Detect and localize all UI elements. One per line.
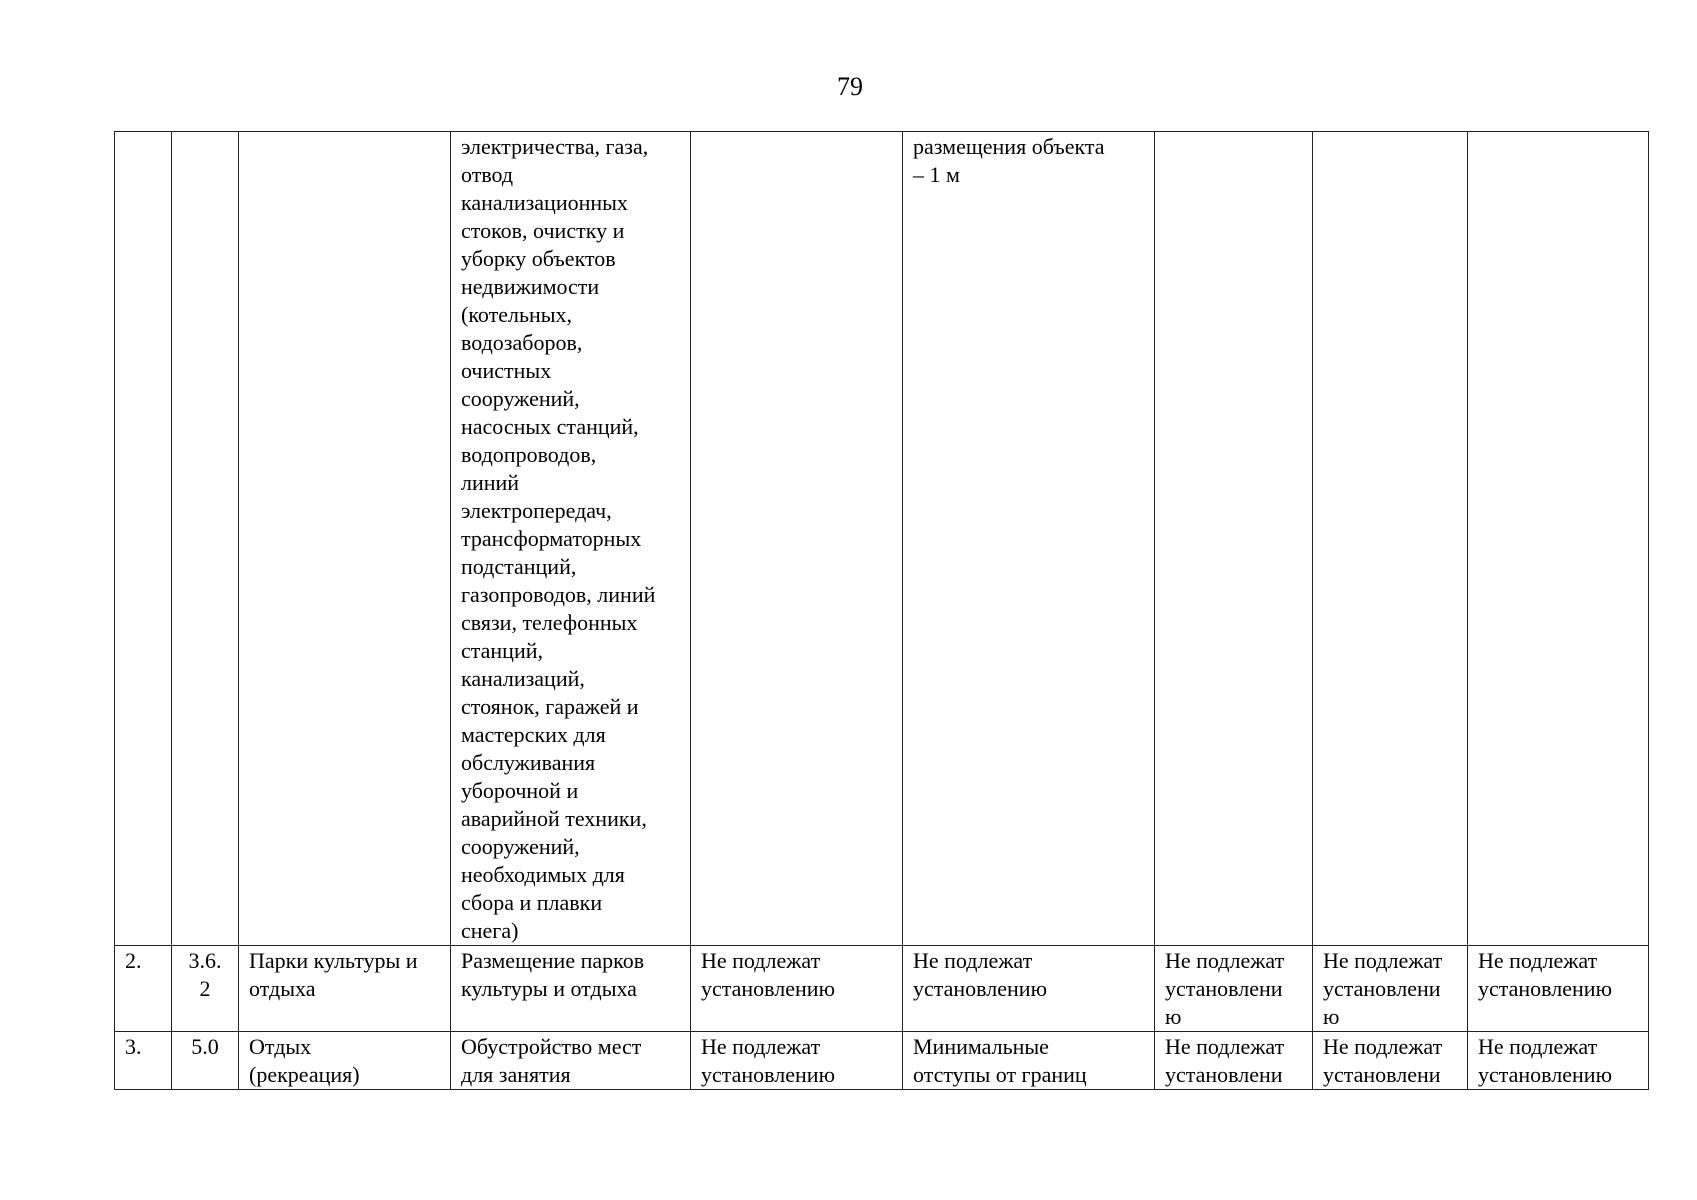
table-row	[115, 132, 1649, 946]
use-code-cell	[172, 132, 239, 946]
use-name-cell: Отдых (рекреация)	[239, 1032, 451, 1090]
table-cell-col5: Не подлежат установлению	[691, 946, 903, 1032]
table-cell-col8: Не подлежат установлени	[1313, 1032, 1468, 1090]
table-cell-col9: Не подлежат установлению	[1468, 946, 1649, 1032]
use-code-cell: 3.6. 2	[172, 946, 239, 1032]
page-number: 79	[837, 72, 863, 101]
table-cell-col9	[1468, 132, 1649, 946]
row-number-cell	[115, 132, 172, 946]
table-cell-col9: Не подлежат установлению	[1468, 1032, 1649, 1090]
table-cell-col8: Не подлежат установлени ю	[1313, 946, 1468, 1032]
table-cell-col5: Не подлежат установлению	[691, 1032, 903, 1090]
table-cell-col7: Не подлежат установлени	[1155, 1032, 1313, 1090]
table-cell-col7	[1155, 132, 1313, 946]
table-cell-col6: Не подлежат установлению	[903, 946, 1155, 1032]
table-cell-col6: размещения объекта – 1 м	[903, 132, 1155, 946]
use-code-cell: 5.0	[172, 1032, 239, 1090]
use-name-cell	[239, 132, 451, 946]
table-cell-col8	[1313, 132, 1468, 946]
table-cell-col6: Минимальные отступы от границ	[903, 1032, 1155, 1090]
row-number-cell: 2.	[115, 946, 172, 1032]
table-row	[115, 1032, 1649, 1090]
table-cell-col5	[691, 132, 903, 946]
regulations-table	[114, 131, 1649, 1090]
use-description-cell: Размещение парков культуры и отдыха	[451, 946, 691, 1032]
use-description-cell: электричества, газа, отвод канализационных стоков, очистку и уборку объектов недвижимости (котельных, водозаборов, очистных сооружений, насосных станций, водопроводов, линий электропередач, трансформаторных подстанций, газопроводов, линий связи, телефонных станций, канализаций, стоянок, гаражей и мастерских для обслуживания уборочной и аварийной техники, сооружений, необходимых для сбора и плавки снега)	[451, 132, 691, 946]
table-cell-col7: Не подлежат установлени ю	[1155, 946, 1313, 1032]
use-name-cell: Парки культуры и отдыха	[239, 946, 451, 1032]
table-row	[115, 946, 1649, 1032]
use-description-cell: Обустройство мест для занятия	[451, 1032, 691, 1090]
row-number-cell: 3.	[115, 1032, 172, 1090]
